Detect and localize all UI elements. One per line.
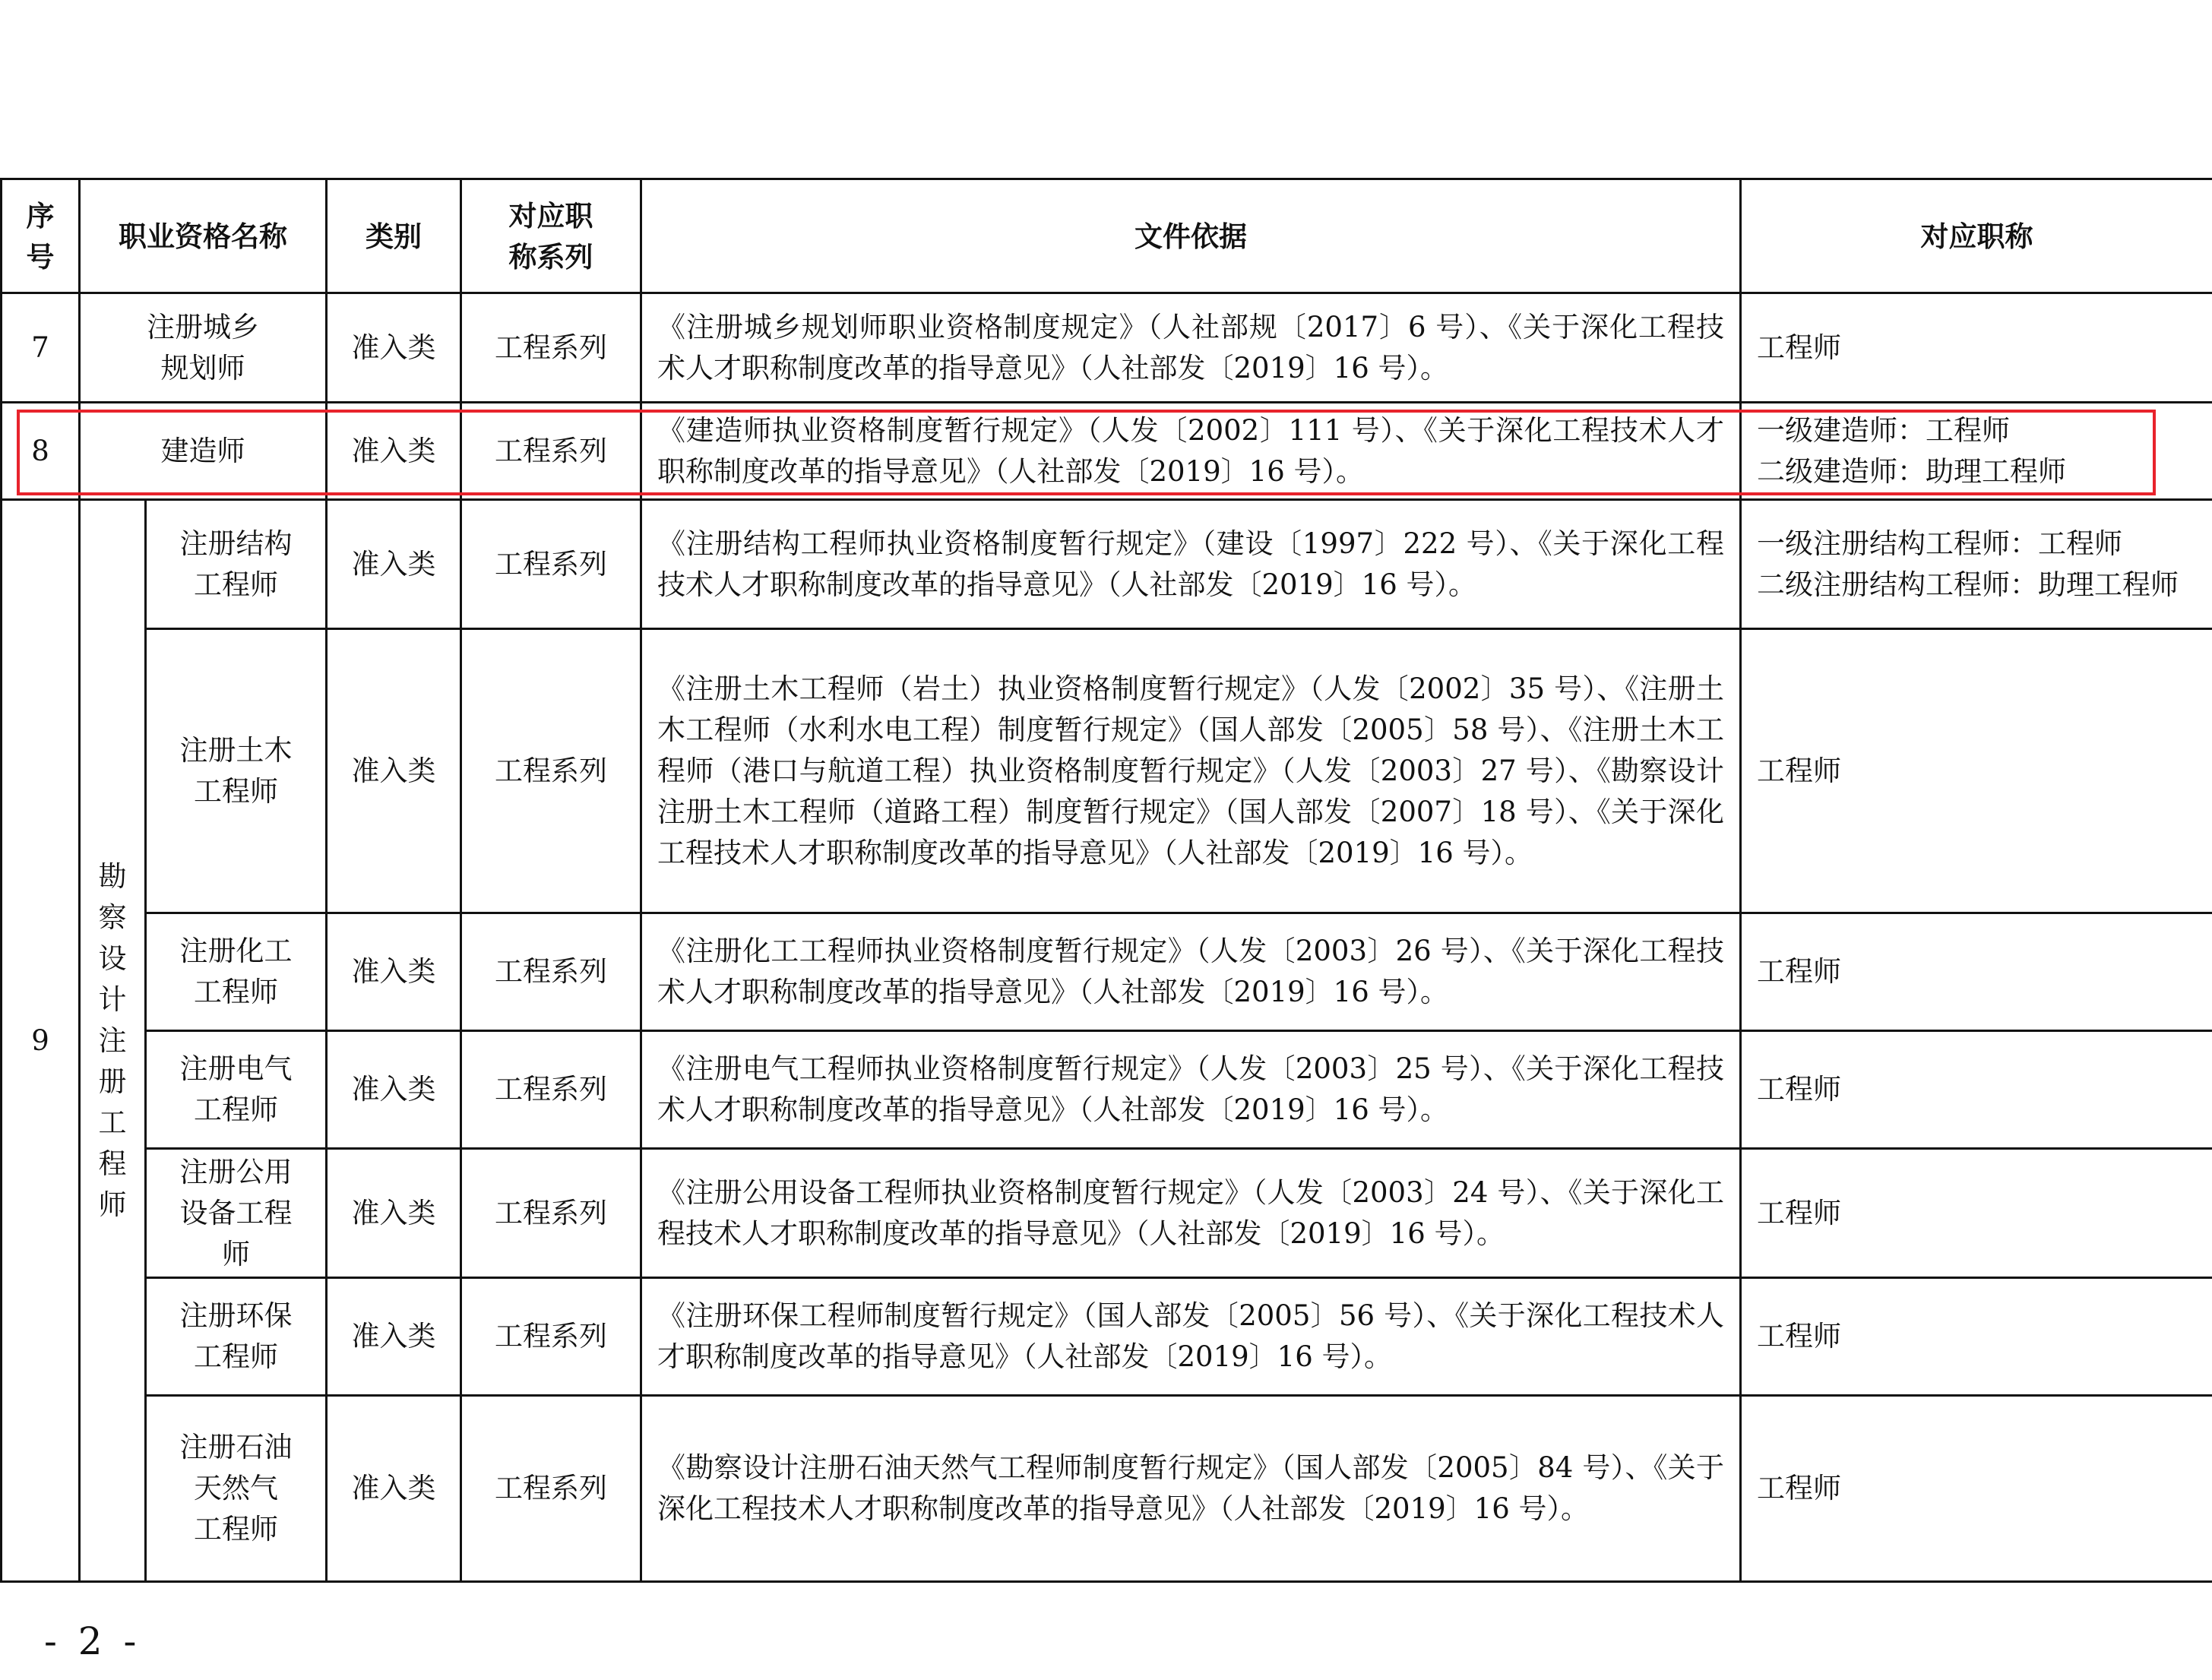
basis-cell: 《勘察设计注册石油天然气工程师制度暂行规定》（国人部发〔2005〕84 号）、《关于深化工程技术人才职称制度改革的指导意见》（人社部发〔2019〕16 号）。 [641, 1396, 1741, 1582]
page-number: - 2 - [44, 1619, 141, 1663]
table-row [2, 293, 2212, 403]
header-title: 对应职称 [1741, 179, 2212, 293]
category-cell: 准入类 [327, 913, 461, 1031]
series-cell: 工程系列 [461, 500, 641, 629]
series-cell: 工程系列 [461, 403, 641, 500]
qualification-name: 注册石油 天然气 工程师 [146, 1396, 327, 1582]
qualification-name: 注册化工 工程师 [146, 913, 327, 1031]
category-cell: 准入类 [327, 1149, 461, 1278]
qualification-name: 建造师 [80, 403, 327, 500]
category-cell: 准入类 [327, 1031, 461, 1149]
series-cell: 工程系列 [461, 1278, 641, 1396]
qualification-name: 注册城乡 规划师 [80, 293, 327, 403]
title-cell: 一级建造师：工程师 二级建造师：助理工程师 [1741, 403, 2212, 500]
header-series: 对应职 称系列 [461, 179, 641, 293]
series-cell: 工程系列 [461, 293, 641, 403]
basis-cell: 《注册环保工程师制度暂行规定》（国人部发〔2005〕56 号）、《关于深化工程技术人才职称制度改革的指导意见》（人社部发〔2019〕16 号）。 [641, 1278, 1741, 1396]
basis-cell: 《注册土木工程师（岩土）执业资格制度暂行规定》（人发〔2002〕35 号）、《注册土木工程师（水利水电工程）制度暂行规定》（国人部发〔2005〕58 号）、《注册土木工程师（港口与航道工程）执业资格制度暂行规定》（人发〔2003〕27 号）、《勘察设计注册土木工程师（道路工程）制度暂行规定》（国人部发〔2007〕18 号）、《关于深化工程技术人才职称制度改革的指导意见》（人社部发〔2019〕16 号）。 [641, 629, 1741, 913]
category-cell: 准入类 [327, 500, 461, 629]
series-cell: 工程系列 [461, 1149, 641, 1278]
qualification-name: 注册环保 工程师 [146, 1278, 327, 1396]
qualification-name: 注册电气 工程师 [146, 1031, 327, 1149]
basis-cell: 《注册结构工程师执业资格制度暂行规定》（建设〔1997〕222 号）、《关于深化工程技术人才职称制度改革的指导意见》（人社部发〔2019〕16 号）。 [641, 500, 1741, 629]
qualification-name: 注册结构 工程师 [146, 500, 327, 629]
header-category: 类别 [327, 179, 461, 293]
qualification-name: 注册土木 工程师 [146, 629, 327, 913]
basis-cell: 《注册化工工程师执业资格制度暂行规定》（人发〔2003〕26 号）、《关于深化工程技术人才职称制度改革的指导意见》（人社部发〔2019〕16 号）。 [641, 913, 1741, 1031]
basis-cell: 《注册电气工程师执业资格制度暂行规定》（人发〔2003〕25 号）、《关于深化工程技术人才职称制度改革的指导意见》（人社部发〔2019〕16 号）。 [641, 1031, 1741, 1149]
category-cell: 准入类 [327, 293, 461, 403]
title-cell: 工程师 [1741, 913, 2212, 1031]
table-row-highlighted [2, 403, 2212, 500]
header-index: 序号 [2, 179, 80, 293]
table-row [2, 500, 2212, 629]
header-name: 职业资格名称 [80, 179, 327, 293]
series-cell: 工程系列 [461, 1031, 641, 1149]
title-cell: 工程师 [1741, 629, 2212, 913]
title-cell: 工程师 [1741, 1149, 2212, 1278]
basis-cell: 《注册公用设备工程师执业资格制度暂行规定》（人发〔2003〕24 号）、《关于深化工程技术人才职称制度改革的指导意见》（人社部发〔2019〕16 号）。 [641, 1149, 1741, 1278]
series-cell: 工程系列 [461, 1396, 641, 1582]
category-cell: 准入类 [327, 629, 461, 913]
table-row [2, 1278, 2212, 1396]
group-name-cell [80, 500, 146, 1582]
qualification-table [0, 178, 2212, 1583]
table-row [2, 1149, 2212, 1278]
title-cell: 工程师 [1741, 1278, 2212, 1396]
category-cell: 准入类 [327, 1396, 461, 1582]
series-cell: 工程系列 [461, 629, 641, 913]
header-row [2, 179, 2212, 293]
category-cell: 准入类 [327, 1278, 461, 1396]
title-cell: 工程师 [1741, 1031, 2212, 1149]
series-cell: 工程系列 [461, 913, 641, 1031]
row-index: 7 [2, 293, 80, 403]
basis-cell: 《建造师执业资格制度暂行规定》（人发〔2002〕111 号）、《关于深化工程技术人才职称制度改革的指导意见》（人社部发〔2019〕16 号）。 [641, 403, 1741, 500]
category-cell: 准入类 [327, 403, 461, 500]
table-row [2, 1396, 2212, 1582]
qualification-name: 注册公用 设备工程 师 [146, 1149, 327, 1278]
title-cell: 工程师 [1741, 1396, 2212, 1582]
table-row [2, 629, 2212, 913]
title-cell: 工程师 [1741, 293, 2212, 403]
header-basis: 文件依据 [641, 179, 1741, 293]
row-index: 8 [2, 403, 80, 500]
table-row [2, 913, 2212, 1031]
table-row [2, 1031, 2212, 1149]
group-index: 9 [2, 500, 80, 1582]
basis-cell: 《注册城乡规划师职业资格制度规定》（人社部规〔2017〕6 号）、《关于深化工程技术人才职称制度改革的指导意见》（人社部发〔2019〕16 号）。 [641, 293, 1741, 403]
title-cell: 一级注册结构工程师：工程师 二级注册结构工程师：助理工程师 [1741, 500, 2212, 629]
group-name: 勘察设计注册工程师 [98, 859, 127, 1221]
